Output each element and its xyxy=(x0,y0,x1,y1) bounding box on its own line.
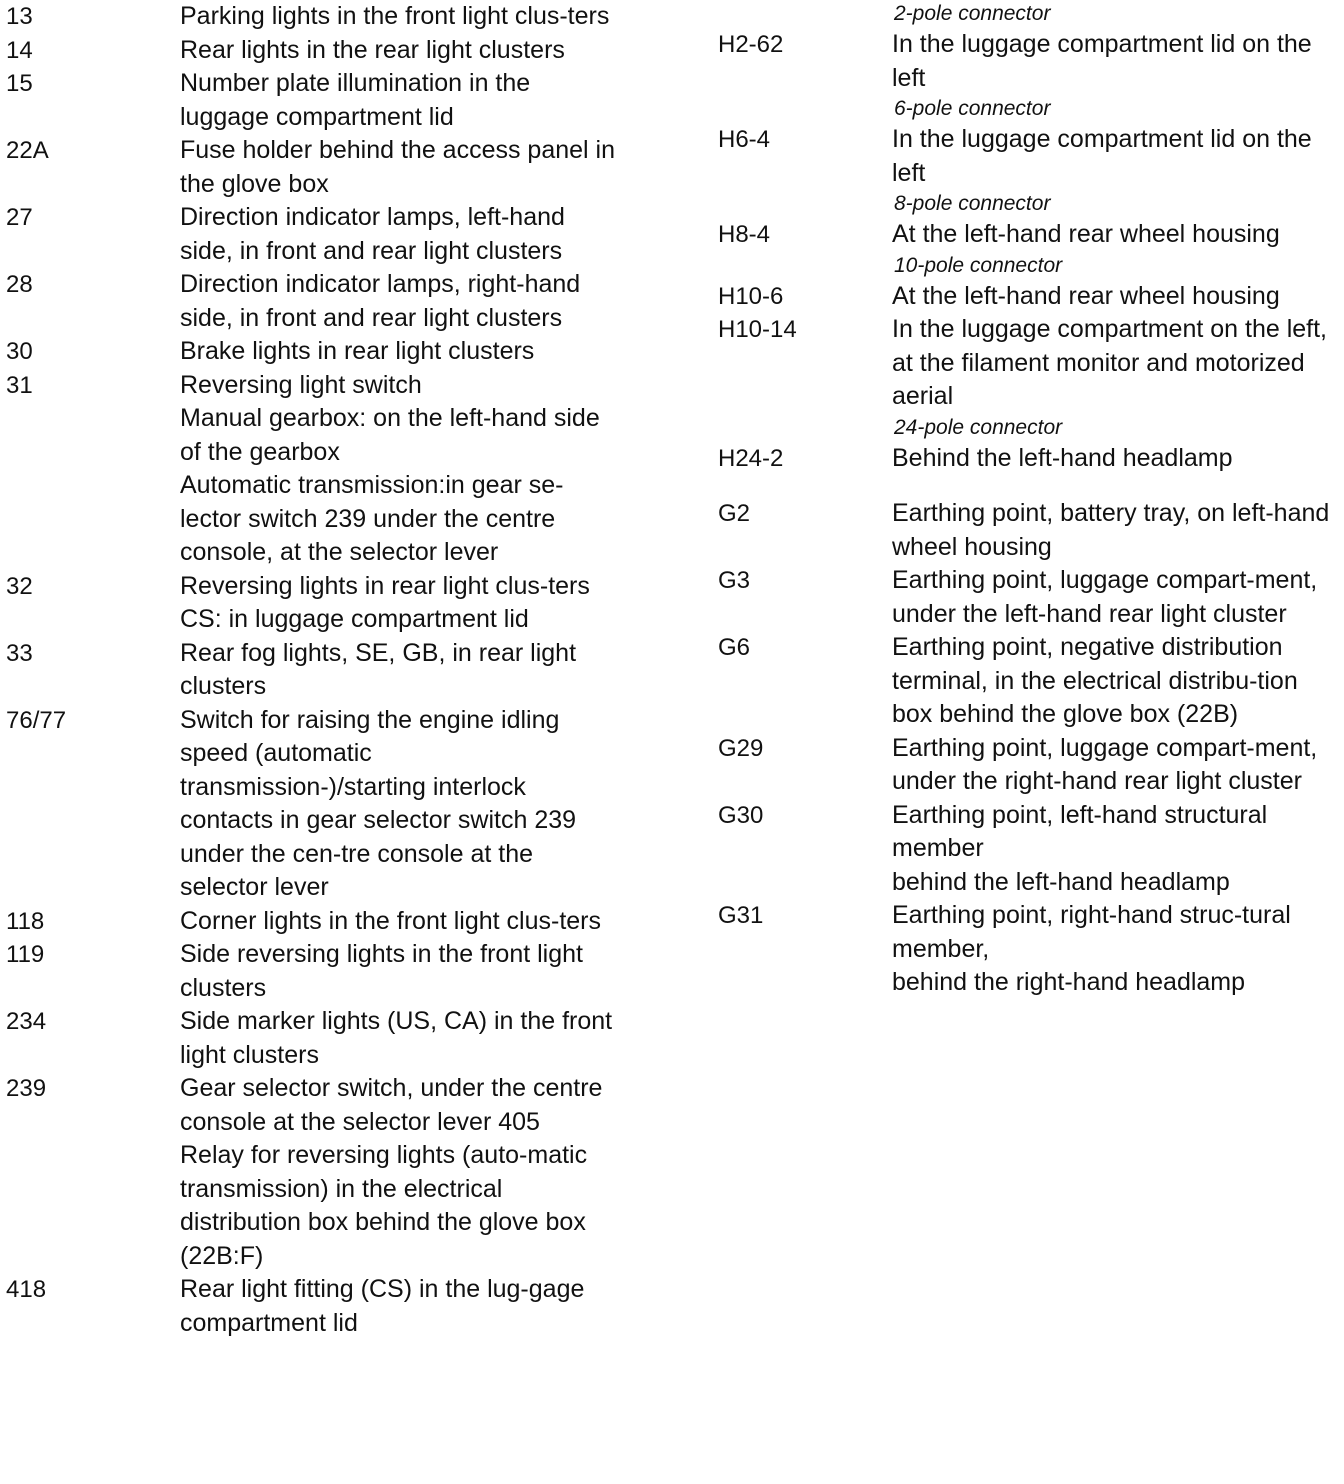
component-entry xyxy=(700,799,1344,900)
location-line: Earthing point, left-hand structural member xyxy=(892,800,1268,862)
location-line: Reversing lights in rear light clus-ters xyxy=(180,571,590,600)
component-location xyxy=(180,704,620,905)
location-line: Earthing point, luggage compart-ment, under the left-hand rear light cluster xyxy=(892,566,1318,628)
location-line: Earthing point, battery tray, on left-hand wheel housing xyxy=(892,499,1330,561)
component-location xyxy=(892,732,1340,799)
component-code: 27 xyxy=(6,204,33,231)
location-line: behind the left-hand headlamp xyxy=(892,867,1230,896)
component-location xyxy=(180,335,620,369)
component-location xyxy=(892,631,1340,732)
component-entry xyxy=(0,268,640,335)
connector-heading: 6-pole connector xyxy=(894,97,1051,120)
component-entry xyxy=(700,442,1344,476)
location-line: Rear lights in the rear light clusters xyxy=(180,35,565,64)
component-code: 13 xyxy=(6,3,33,30)
component-location xyxy=(180,637,620,704)
location-line: Parking lights in the front light clus-ters xyxy=(180,2,610,30)
component-code: G30 xyxy=(718,801,764,829)
location-line: Side reversing lights in the front light clusters xyxy=(180,940,583,1002)
location-line: Relay for reversing lights (auto-matic transmission) in the electrical distribution box behind the glove box (22B:F) xyxy=(180,1141,588,1270)
component-location xyxy=(180,570,620,637)
location-line: Corner lights in the front light clus-ters xyxy=(180,906,602,935)
component-code: 418 xyxy=(6,1276,47,1303)
location-line: Fuse holder behind the access panel in the glove box xyxy=(180,136,616,198)
section-spacer xyxy=(700,475,1344,497)
component-code: H10-6 xyxy=(718,282,784,310)
component-code: 30 xyxy=(6,338,33,365)
component-entry xyxy=(0,905,640,939)
component-code: G6 xyxy=(718,634,751,661)
component-entry xyxy=(700,313,1344,414)
component-location xyxy=(180,0,620,34)
component-code: H6-4 xyxy=(718,126,771,153)
component-code: 118 xyxy=(6,907,45,935)
component-entry xyxy=(700,28,1344,95)
location-line: Earthing point, luggage compart-ment, under the right-hand rear light cluster xyxy=(892,733,1318,795)
connector-heading: 24-pole connector xyxy=(894,415,1063,439)
component-entry xyxy=(700,631,1344,732)
component-code: G31 xyxy=(718,902,764,929)
component-code: 239 xyxy=(6,1075,47,1102)
component-code: G2 xyxy=(718,500,751,527)
location-line: Manual gearbox: on the left-hand side of the gearbox xyxy=(180,404,600,466)
component-entry xyxy=(700,497,1344,564)
location-line: At the left-hand rear wheel housing xyxy=(892,220,1280,248)
location-line: Direction indicator lamps, left-hand side, in front and rear light clusters xyxy=(180,203,565,265)
component-code: 33 xyxy=(6,639,33,667)
connector-heading: 8-pole connector xyxy=(894,192,1051,215)
component-location xyxy=(892,313,1340,414)
location-line: Side marker lights (US, CA) in the front light clusters xyxy=(180,1007,613,1069)
component-entry xyxy=(700,899,1344,1000)
component-entry xyxy=(0,0,640,34)
location-line: Earthing point, negative distribution terminal, in the electrical distribu-tion box behind the glove box (22B) xyxy=(892,633,1298,728)
component-entry xyxy=(0,134,640,201)
connector-heading: 10-pole connector xyxy=(894,253,1063,277)
component-code: 22A xyxy=(6,137,49,164)
component-code: H24-2 xyxy=(718,444,784,472)
component-entry xyxy=(0,637,640,704)
location-line: Rear fog lights, SE, GB, in rear light clusters xyxy=(180,638,577,700)
location-line: Brake lights in rear light clusters xyxy=(180,337,535,365)
location-line: Rear light fitting (CS) in the lug-gage compartment lid xyxy=(180,1275,585,1337)
component-entry xyxy=(0,938,640,1005)
component-entry xyxy=(700,123,1344,190)
component-entry xyxy=(0,1005,640,1072)
component-location xyxy=(892,28,1340,95)
component-code: 234 xyxy=(6,1008,47,1035)
component-location xyxy=(180,938,620,1005)
component-entry xyxy=(0,369,640,570)
component-code: H8-4 xyxy=(718,221,771,248)
location-line: behind the right-hand headlamp xyxy=(892,968,1246,996)
component-code: 76/77 xyxy=(6,706,67,734)
component-entry xyxy=(0,201,640,268)
component-entry xyxy=(700,732,1344,799)
component-code: H10-14 xyxy=(718,316,797,343)
component-location xyxy=(180,134,620,201)
component-entry xyxy=(0,1072,640,1273)
component-entry xyxy=(0,67,640,134)
left-column xyxy=(0,0,640,1340)
component-entry xyxy=(700,218,1344,252)
location-line: At the left-hand rear wheel housing xyxy=(892,281,1280,310)
component-location xyxy=(892,442,1340,476)
component-location xyxy=(180,201,620,268)
location-line: Gear selector switch, under the centre console at the selector lever 405 xyxy=(180,1074,603,1136)
component-code: 15 xyxy=(6,70,33,97)
component-location xyxy=(180,1273,620,1340)
connector-heading: 2-pole connector xyxy=(894,2,1051,25)
component-location xyxy=(892,564,1340,631)
location-line: Reversing light switch xyxy=(180,370,422,399)
component-location xyxy=(892,497,1340,564)
component-location xyxy=(892,280,1340,314)
component-entry xyxy=(700,280,1344,314)
component-code: 32 xyxy=(6,572,33,600)
component-entry xyxy=(0,34,640,68)
location-line: Number plate illumination in the luggage compartment lid xyxy=(180,69,531,131)
component-location xyxy=(892,218,1340,252)
location-line: Earthing point, right-hand struc-tural member, xyxy=(892,901,1291,963)
component-location xyxy=(180,1005,620,1072)
location-line: In the luggage compartment lid on the left xyxy=(892,30,1312,92)
component-entry xyxy=(0,570,640,637)
component-location xyxy=(892,123,1340,190)
component-code: 14 xyxy=(6,36,33,64)
component-code: 119 xyxy=(6,941,45,968)
component-location xyxy=(180,67,620,134)
component-entry xyxy=(0,335,640,369)
component-code: G3 xyxy=(718,567,751,594)
right-column xyxy=(700,0,1344,1000)
location-line: Switch for raising the engine idling speed (automatic transmission-)/starting interlock contacts in gear selector switch 239 under the cen-tre console at the selector lever xyxy=(180,705,577,901)
location-line: Automatic transmission:in gear se-lector switch 239 under the centre console, at the selector lever xyxy=(180,471,564,566)
location-line: Behind the left-hand headlamp xyxy=(892,443,1233,472)
location-line: CS: in luggage compartment lid xyxy=(180,605,529,633)
component-location xyxy=(892,799,1340,900)
component-code: G29 xyxy=(718,734,764,762)
component-code: 31 xyxy=(6,371,33,399)
component-location xyxy=(180,905,620,939)
component-entry xyxy=(0,704,640,905)
location-line: In the luggage compartment on the left, at the filament monitor and motorized aerial xyxy=(892,315,1327,410)
component-location xyxy=(180,369,620,570)
location-line: Direction indicator lamps, right-hand side, in front and rear light clusters xyxy=(180,270,581,332)
location-line: In the luggage compartment lid on the left xyxy=(892,125,1312,187)
component-code: 28 xyxy=(6,271,33,298)
component-entry xyxy=(0,1273,640,1340)
component-code: H2-62 xyxy=(718,31,784,58)
component-entry xyxy=(700,564,1344,631)
component-location xyxy=(892,899,1340,1000)
component-location xyxy=(180,1072,620,1273)
component-location xyxy=(180,34,620,68)
component-location xyxy=(180,268,620,335)
